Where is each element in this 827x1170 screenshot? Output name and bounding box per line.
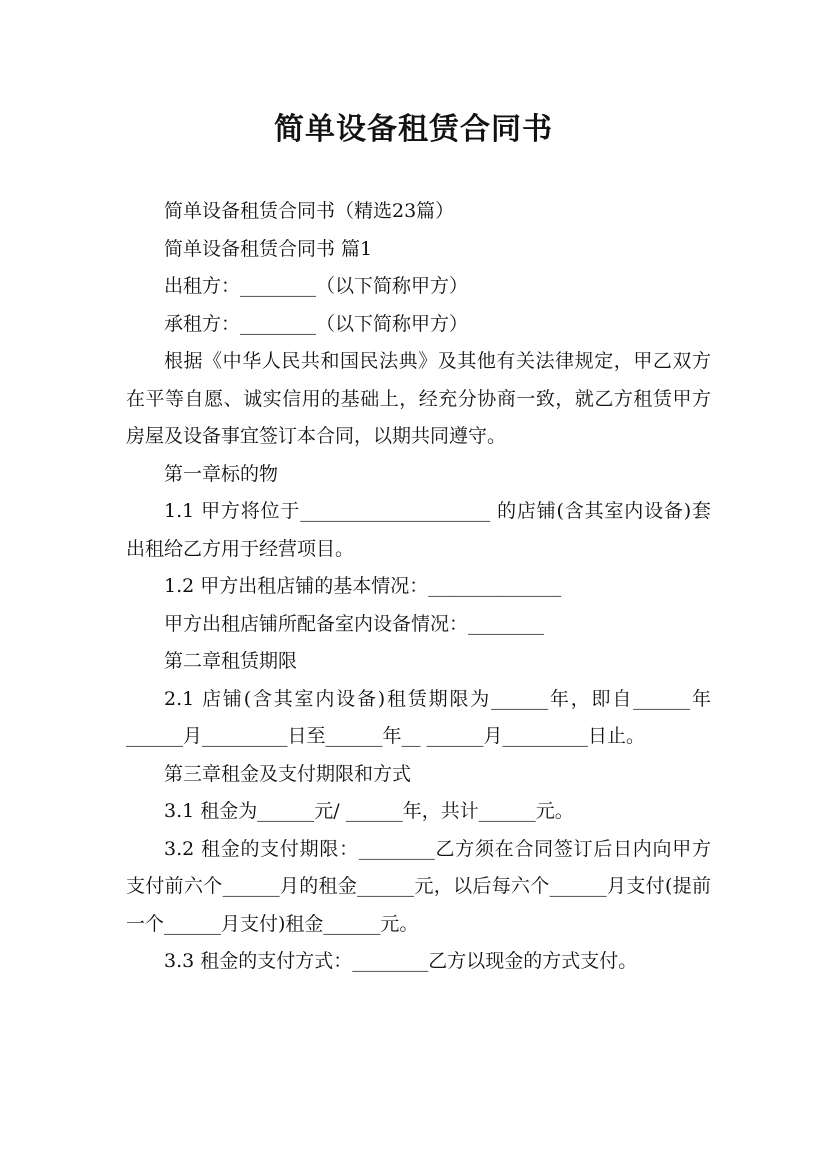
lessor-line: 出租方：________（以下简称甲方） — [164, 275, 469, 297]
chapter-1-heading: 第一章标的物 — [164, 462, 279, 485]
clause-2-1: 2.1 店铺(含其室内设备)租赁期限为______年，即自______年______月_________日至______年__ ______月_________日止。 — [126, 687, 711, 747]
document-title: 简单设备租赁合同书 — [274, 112, 553, 147]
chapter-3-heading: 第三章租金及支付期限和方式 — [164, 762, 412, 785]
section-heading: 简单设备租赁合同书 篇1 — [164, 237, 373, 260]
clause-3-2: 3.2 租金的支付期限：________乙方须在合同签订后日内向甲方支付前六个______月的租金______元，以后每六个______月支付(提前一个______月支付)租金______元。 — [126, 837, 711, 935]
equipment-line: 甲方出租店铺所配备室内设备情况：________ — [164, 612, 545, 635]
clause-1-1: 1.1 甲方将位于____________________ 的店铺(含其室内设备)套出租给乙方用于经营项目。 — [126, 500, 711, 560]
preamble-paragraph: 根据《中华人民共和国民法典》及其他有关法律规定，甲乙双方在平等自愿、诚实信用的基础上，经充分协商一致，就乙方租赁甲方房屋及设备事宜签订本合同，以期共同遵守。 — [126, 350, 711, 447]
clause-3-3: 3.3 租金的支付方式：________乙方以现金的方式支付。 — [164, 950, 638, 972]
document-body — [126, 193, 711, 981]
chapter-2-heading: 第二章租赁期限 — [164, 650, 298, 672]
lessee-line: 承租方：________（以下简称甲方） — [164, 312, 469, 335]
clause-1-2: 1.2 甲方出租店铺的基本情况：______________ — [164, 575, 562, 597]
clause-3-1: 3.1 租金为______元/ ______年，共计______元。 — [164, 800, 574, 822]
subtitle-line: 简单设备租赁合同书（精选23篇） — [164, 200, 455, 222]
